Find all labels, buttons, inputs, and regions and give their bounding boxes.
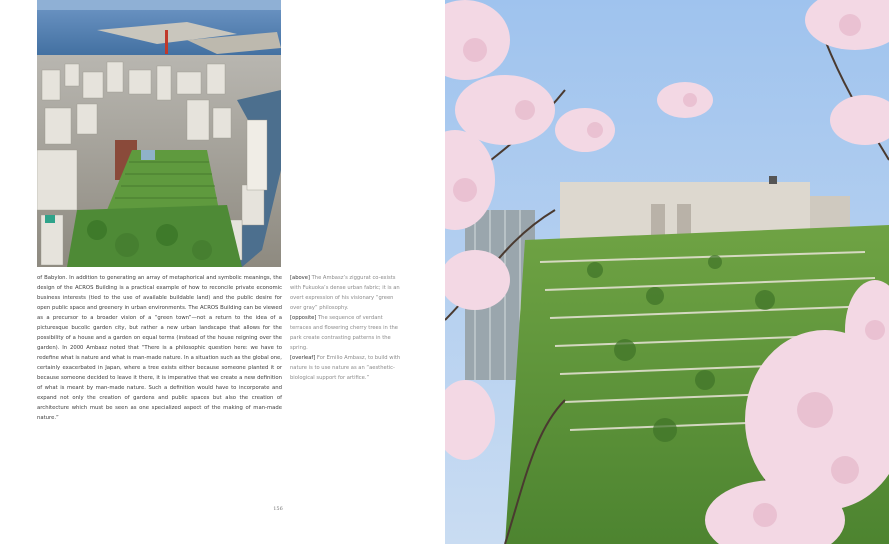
page-number: 156 bbox=[273, 506, 283, 512]
caption-overleaf-tag: [overleaf] bbox=[290, 355, 316, 361]
caption-above-tag: [above] bbox=[290, 275, 310, 281]
caption-opposite-tag: [opposite] bbox=[290, 315, 317, 321]
cherry-blossom-terraces-photo bbox=[445, 0, 889, 544]
caption-overleaf bbox=[290, 353, 402, 383]
caption-opposite bbox=[290, 313, 402, 353]
caption-above bbox=[290, 273, 402, 313]
caption-above-text: The Ambasz’s ziggurat co-exists with Fukuoka’s dense urban fabric; it is an overt expression of his visionary “green over gray” philosophy. bbox=[290, 275, 400, 311]
photo-captions bbox=[290, 273, 402, 383]
aerial-city-photo bbox=[37, 0, 281, 267]
caption-opposite-text: The sequence of verdant terraces and flowering cherry trees in the park create contrasting patterns in the spring. bbox=[290, 315, 398, 351]
body-text bbox=[37, 273, 282, 423]
body-paragraph: of Babylon. In addition to generating an array of metaphorical and symbolic meanings, the design of the ACROS Building is a practical example of how to reconcile private economic business interests (tied to the use of available buildable land) and the public desire for open public space and greenery in urban environments. The ACROS Building can be viewed as a precursor to a broader vision of a “green town”—not a return to the idea of a picturesque bucolic garden city, but rather a new urban landscape that allows for the possibility of a house and a garden on equal terms (instead of the house reigning over the garden). In 2000 Ambasz noted that “There is a philosophic question here: we have to redefine what is nature and what is man-made nature. In a situation such as the global one, certainly exacerbated in Japan, where a tree exists either because someone planted it or because someone decided to leave it there, it is imperative that we create a new definition of what is meant by man-made nature. Such a definition would have to incorporate and expand not only the creation of gardens and public spaces but also the creation of architecture which must be seen as one specialized aspect of the making of man-made nature.” bbox=[37, 275, 282, 421]
caption-overleaf-text: For Emilio Ambasz, to build with nature is to use nature as an “aesthetic-biological support for artifice.” bbox=[290, 355, 401, 381]
